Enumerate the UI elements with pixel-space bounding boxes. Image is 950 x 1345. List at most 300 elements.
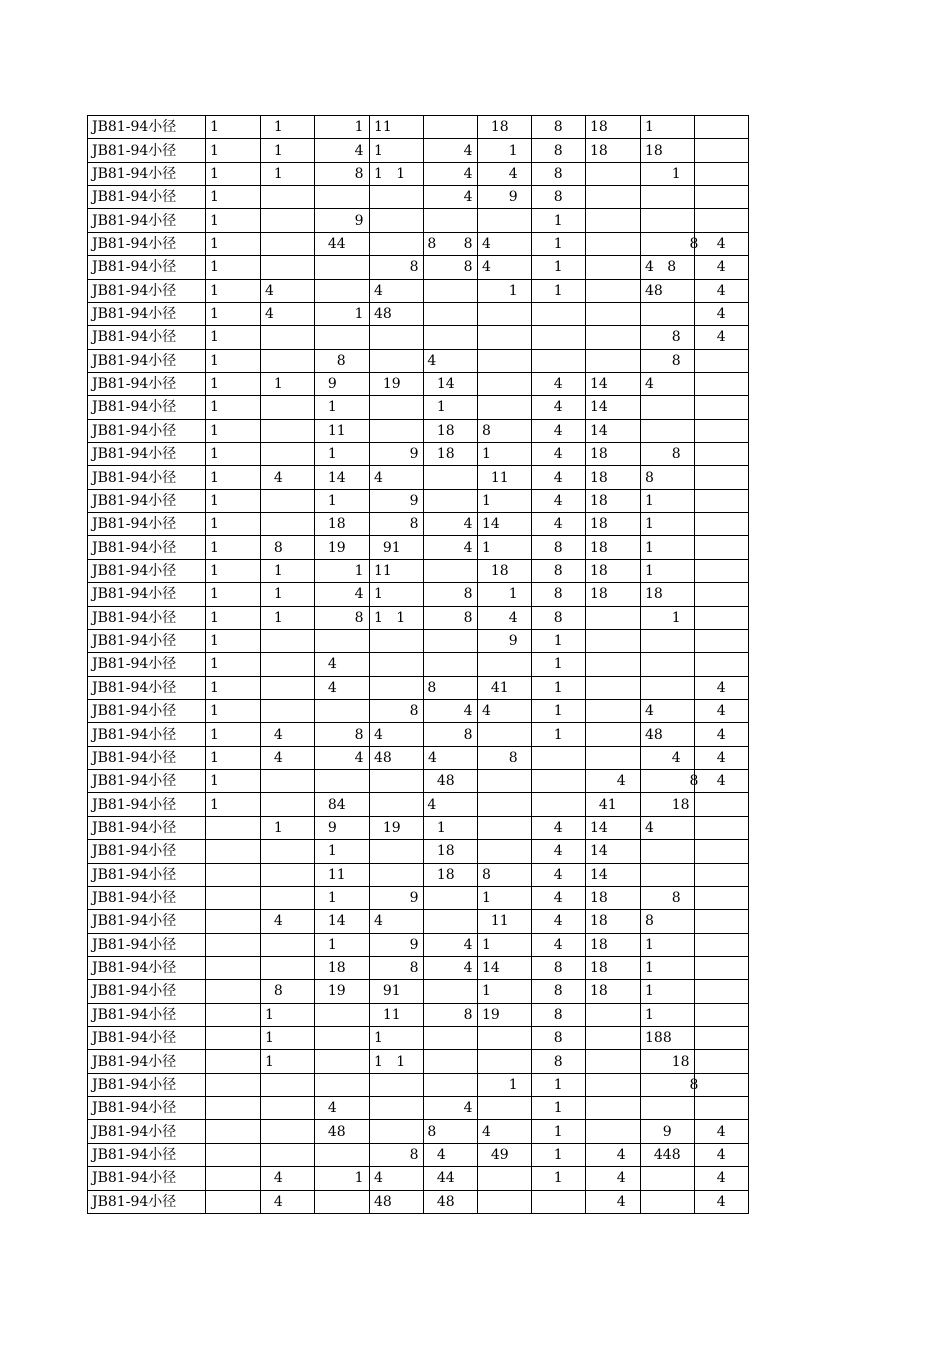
value-cell [695, 933, 749, 956]
table-row [88, 232, 749, 255]
value-cell: 1 [206, 116, 261, 139]
value-cell: 1 1 [370, 162, 424, 185]
value-cell: 4 [261, 302, 315, 325]
value-cell: 11 [370, 116, 424, 139]
table-row [88, 186, 749, 209]
part-code-cell: JB81-94小径 [88, 419, 206, 442]
value-cell: 4 [641, 699, 695, 722]
value-cell: 4 [478, 606, 532, 629]
value-cell [478, 1190, 532, 1213]
part-code-cell: JB81-94小径 [88, 326, 206, 349]
part-code-cell: JB81-94小径 [88, 956, 206, 979]
value-cell [424, 489, 478, 512]
table-row [88, 676, 749, 699]
value-cell [478, 372, 532, 395]
part-code-cell: JB81-94小径 [88, 606, 206, 629]
value-cell [532, 349, 586, 372]
value-cell: 4 [532, 933, 586, 956]
value-cell: 18 [586, 466, 641, 489]
value-cell: 4 [695, 1167, 749, 1190]
value-cell: 8 [370, 699, 424, 722]
table-row [88, 116, 749, 139]
table-row [88, 1097, 749, 1120]
value-cell: 1 [478, 980, 532, 1003]
value-cell: 4 [261, 910, 315, 933]
value-cell: 4 [478, 1120, 532, 1143]
part-code-cell: JB81-94小径 [88, 372, 206, 395]
value-cell: 18 [315, 513, 370, 536]
value-cell: 1 [261, 162, 315, 185]
value-cell: 4 [315, 1097, 370, 1120]
value-cell [586, 606, 641, 629]
value-cell: 4 [532, 466, 586, 489]
part-code-cell: JB81-94小径 [88, 910, 206, 933]
value-cell: 8 [532, 139, 586, 162]
value-cell: 18 [641, 583, 695, 606]
value-cell [206, 1167, 261, 1190]
table-row [88, 886, 749, 909]
value-cell: 1 [532, 1097, 586, 1120]
value-cell [315, 186, 370, 209]
value-cell: 4 [261, 746, 315, 769]
part-code-cell: JB81-94小径 [88, 162, 206, 185]
value-cell: 1 [261, 116, 315, 139]
table-row [88, 793, 749, 816]
value-cell: 4 [695, 1143, 749, 1166]
value-cell: 1 [532, 1073, 586, 1096]
value-cell: 4 [695, 1120, 749, 1143]
value-cell: 4 [695, 723, 749, 746]
value-cell: 8 [532, 536, 586, 559]
value-cell [695, 139, 749, 162]
value-cell: 1 [261, 1050, 315, 1073]
value-cell [206, 1003, 261, 1026]
value-cell: 4 [478, 162, 532, 185]
value-cell: 8 [370, 1143, 424, 1166]
value-cell [695, 559, 749, 582]
value-cell: 4 [370, 910, 424, 933]
value-cell: 4 [424, 536, 478, 559]
value-cell: 4 [315, 653, 370, 676]
value-cell [532, 1190, 586, 1213]
value-cell [478, 840, 532, 863]
value-cell [370, 653, 424, 676]
value-cell: 18 [424, 443, 478, 466]
value-cell [695, 980, 749, 1003]
value-cell: 1 [261, 372, 315, 395]
value-cell: 1 [206, 653, 261, 676]
value-cell [695, 466, 749, 489]
part-code-cell: JB81-94小径 [88, 933, 206, 956]
value-cell: 4 [370, 279, 424, 302]
value-cell: 1 [370, 583, 424, 606]
value-cell: 1 [206, 466, 261, 489]
value-cell [206, 1143, 261, 1166]
value-cell [424, 1073, 478, 1096]
value-cell: 11 [370, 559, 424, 582]
value-cell: 18 [586, 583, 641, 606]
value-cell: 8 [424, 606, 478, 629]
value-cell [315, 629, 370, 652]
value-cell [206, 910, 261, 933]
value-cell [586, 723, 641, 746]
value-cell: 1 [206, 723, 261, 746]
value-cell: 1 [532, 1143, 586, 1166]
value-cell [695, 489, 749, 512]
value-cell: 4 [695, 256, 749, 279]
value-cell: 49 [478, 1143, 532, 1166]
value-cell: 14 [315, 466, 370, 489]
value-cell [261, 256, 315, 279]
value-cell: 1 [315, 396, 370, 419]
table-row [88, 863, 749, 886]
value-cell [695, 443, 749, 466]
value-cell: 4 [532, 372, 586, 395]
value-cell: 1 [315, 443, 370, 466]
table-row [88, 910, 749, 933]
value-cell: 14 [586, 372, 641, 395]
value-cell [424, 980, 478, 1003]
value-cell: 4 [370, 466, 424, 489]
part-code-cell: JB81-94小径 [88, 256, 206, 279]
value-cell: 4 [424, 699, 478, 722]
value-cell: 1 [532, 676, 586, 699]
value-cell: 18 [586, 980, 641, 1003]
value-cell: 1 [261, 583, 315, 606]
value-cell: 188 [641, 1027, 695, 1050]
value-cell [370, 840, 424, 863]
value-cell [261, 770, 315, 793]
value-cell [586, 1073, 641, 1096]
value-cell: 4 [532, 863, 586, 886]
value-cell: 1 [641, 489, 695, 512]
part-code-cell: JB81-94小径 [88, 980, 206, 1003]
value-cell: 8 [478, 419, 532, 442]
value-cell: 8 [424, 1003, 478, 1026]
value-cell: 1 [206, 256, 261, 279]
value-cell: 18 [586, 933, 641, 956]
value-cell: 1 [206, 349, 261, 372]
table-row [88, 699, 749, 722]
value-cell: 1 [206, 372, 261, 395]
value-cell: 4 [695, 326, 749, 349]
value-cell: 48 [641, 723, 695, 746]
value-cell: 4 [695, 699, 749, 722]
value-cell: 8 [532, 162, 586, 185]
value-cell [206, 1120, 261, 1143]
value-cell: 48 [641, 279, 695, 302]
value-cell [424, 629, 478, 652]
value-cell: 1 [206, 629, 261, 652]
part-code-cell: JB81-94小径 [88, 232, 206, 255]
table-row [88, 1167, 749, 1190]
value-cell [315, 1073, 370, 1096]
value-cell: 4 [532, 489, 586, 512]
value-cell [641, 302, 695, 325]
value-cell [695, 1003, 749, 1026]
value-cell: 8 [424, 723, 478, 746]
value-cell [695, 349, 749, 372]
value-cell: 9 [315, 209, 370, 232]
value-cell [695, 956, 749, 979]
table-row [88, 162, 749, 185]
value-cell [206, 980, 261, 1003]
value-cell [261, 793, 315, 816]
value-cell [695, 840, 749, 863]
value-cell [261, 419, 315, 442]
value-cell [532, 770, 586, 793]
value-cell: 9 [641, 1120, 695, 1143]
value-cell [586, 1120, 641, 1143]
value-cell: 11 [315, 419, 370, 442]
value-cell [424, 116, 478, 139]
value-cell: 1 [261, 1027, 315, 1050]
value-cell: 8 [261, 980, 315, 1003]
value-cell: 4 [532, 419, 586, 442]
value-cell: 8 [532, 116, 586, 139]
value-cell: 9 [370, 886, 424, 909]
part-code-cell: JB81-94小径 [88, 816, 206, 839]
value-cell: 4 [586, 1190, 641, 1213]
value-cell: 1 [315, 1167, 370, 1190]
value-cell: 8 [641, 910, 695, 933]
value-cell [586, 653, 641, 676]
value-cell: 18 [641, 793, 695, 816]
value-cell: 1 [532, 629, 586, 652]
value-cell [478, 302, 532, 325]
value-cell: 44 [315, 232, 370, 255]
table-row [88, 396, 749, 419]
table-row [88, 489, 749, 512]
value-cell: 1 [641, 606, 695, 629]
value-cell: 1 [424, 816, 478, 839]
value-cell: 11 [315, 863, 370, 886]
value-cell: 1 [478, 489, 532, 512]
value-cell: 18 [586, 513, 641, 536]
value-cell: 1 [206, 279, 261, 302]
value-cell [261, 232, 315, 255]
value-cell: 8 [261, 536, 315, 559]
value-cell [695, 863, 749, 886]
value-cell [261, 349, 315, 372]
part-code-cell: JB81-94小径 [88, 1167, 206, 1190]
value-cell: 1 [315, 302, 370, 325]
value-cell: 8 [424, 232, 478, 255]
part-code-cell: JB81-94小径 [88, 1050, 206, 1073]
value-cell: 8 [532, 186, 586, 209]
value-cell [206, 933, 261, 956]
part-code-cell: JB81-94小径 [88, 349, 206, 372]
value-cell: 1 [206, 186, 261, 209]
value-cell: 1 [478, 1073, 532, 1096]
value-cell [370, 419, 424, 442]
value-cell: 1 [261, 816, 315, 839]
value-cell: 4 [370, 1167, 424, 1190]
value-cell: 18 [586, 443, 641, 466]
value-cell: 4 [315, 583, 370, 606]
value-cell: 4 [424, 956, 478, 979]
value-cell: 1 [315, 116, 370, 139]
value-cell: 18 [586, 489, 641, 512]
value-cell [424, 326, 478, 349]
value-cell [478, 723, 532, 746]
value-cell: 44 [424, 1167, 478, 1190]
value-cell [261, 1097, 315, 1120]
value-cell: 4 [478, 232, 532, 255]
value-cell: 1 [478, 536, 532, 559]
value-cell: 1 [206, 746, 261, 769]
part-code-cell: JB81-94小径 [88, 1073, 206, 1096]
value-cell [478, 793, 532, 816]
value-cell: 8 [532, 956, 586, 979]
table-row [88, 1120, 749, 1143]
value-cell: 8 [315, 606, 370, 629]
value-cell: 14 [478, 513, 532, 536]
value-cell: 1 [641, 162, 695, 185]
table-row [88, 466, 749, 489]
value-cell [261, 699, 315, 722]
value-cell: 1 [424, 396, 478, 419]
table-row [88, 372, 749, 395]
value-cell [370, 770, 424, 793]
value-cell [586, 746, 641, 769]
value-cell: 1 [261, 606, 315, 629]
value-cell: 4 [532, 443, 586, 466]
value-cell: 18 [586, 886, 641, 909]
value-cell: 1 [478, 139, 532, 162]
table-row [88, 302, 749, 325]
value-cell [478, 349, 532, 372]
value-cell: 9 [478, 186, 532, 209]
table-row [88, 1143, 749, 1166]
value-cell [695, 886, 749, 909]
value-cell [261, 933, 315, 956]
value-cell: 4 [424, 933, 478, 956]
value-cell: 1 [641, 513, 695, 536]
value-cell: 1 [206, 302, 261, 325]
value-cell: 1 1 [370, 606, 424, 629]
value-cell [478, 209, 532, 232]
part-code-cell: JB81-94小径 [88, 302, 206, 325]
value-cell: 1 [261, 139, 315, 162]
value-cell: 1 [206, 699, 261, 722]
value-cell: 448 [641, 1143, 695, 1166]
value-cell [370, 1097, 424, 1120]
value-cell: 4 [424, 1143, 478, 1166]
value-cell: 1 [641, 1003, 695, 1026]
value-cell: 1 [532, 723, 586, 746]
value-cell [370, 209, 424, 232]
value-cell [261, 326, 315, 349]
value-cell [586, 1050, 641, 1073]
value-cell: 9 [315, 372, 370, 395]
value-cell: 4 [424, 186, 478, 209]
value-cell [206, 1050, 261, 1073]
table-row [88, 1003, 749, 1026]
value-cell [532, 793, 586, 816]
value-cell [586, 186, 641, 209]
value-cell [586, 232, 641, 255]
value-cell: 8 [641, 232, 695, 255]
value-cell: 9 [370, 489, 424, 512]
value-cell [424, 1050, 478, 1073]
spreadsheet-body [88, 116, 749, 1214]
value-cell: 4 8 [641, 256, 695, 279]
value-cell [532, 746, 586, 769]
value-cell: 1 [206, 676, 261, 699]
value-cell [261, 629, 315, 652]
value-cell: 8 [641, 443, 695, 466]
part-code-cell: JB81-94小径 [88, 793, 206, 816]
part-code-cell: JB81-94小径 [88, 186, 206, 209]
value-cell [261, 653, 315, 676]
value-cell: 1 [532, 1120, 586, 1143]
value-cell [695, 1073, 749, 1096]
value-cell [206, 1097, 261, 1120]
value-cell: 8 [641, 349, 695, 372]
value-cell [586, 699, 641, 722]
value-cell: 1 [641, 559, 695, 582]
value-cell [586, 279, 641, 302]
value-cell: 8 [478, 863, 532, 886]
table-row [88, 513, 749, 536]
value-cell: 14 [586, 840, 641, 863]
value-cell [695, 513, 749, 536]
table-row [88, 723, 749, 746]
value-cell [695, 910, 749, 933]
value-cell: 4 [261, 466, 315, 489]
value-cell: 8 [532, 606, 586, 629]
value-cell [641, 396, 695, 419]
value-cell [478, 770, 532, 793]
value-cell [261, 1073, 315, 1096]
part-code-cell: JB81-94小径 [88, 699, 206, 722]
value-cell: 18 [424, 840, 478, 863]
value-cell: 4 [586, 1143, 641, 1166]
part-code-cell: JB81-94小径 [88, 629, 206, 652]
part-code-cell: JB81-94小径 [88, 1143, 206, 1166]
value-cell: 1 [206, 793, 261, 816]
value-cell [478, 653, 532, 676]
value-cell: 1 [261, 559, 315, 582]
value-cell [532, 326, 586, 349]
value-cell: 19 [315, 980, 370, 1003]
value-cell: 9 [370, 443, 424, 466]
value-cell [315, 256, 370, 279]
value-cell [586, 1097, 641, 1120]
value-cell [206, 816, 261, 839]
value-cell: 4 [261, 1167, 315, 1190]
value-cell [261, 489, 315, 512]
value-cell [206, 886, 261, 909]
value-cell [695, 162, 749, 185]
value-cell: 18 [424, 863, 478, 886]
table-row [88, 1190, 749, 1213]
value-cell [315, 699, 370, 722]
part-code-cell: JB81-94小径 [88, 746, 206, 769]
value-cell: 84 [315, 793, 370, 816]
value-cell [315, 1190, 370, 1213]
value-cell: 4 [261, 723, 315, 746]
value-cell: 14 [586, 419, 641, 442]
value-cell [695, 116, 749, 139]
value-cell: 11 [478, 910, 532, 933]
value-cell [315, 770, 370, 793]
value-cell: 1 [315, 933, 370, 956]
value-cell [478, 1167, 532, 1190]
value-cell: 4 [695, 1190, 749, 1213]
value-cell [695, 1050, 749, 1073]
